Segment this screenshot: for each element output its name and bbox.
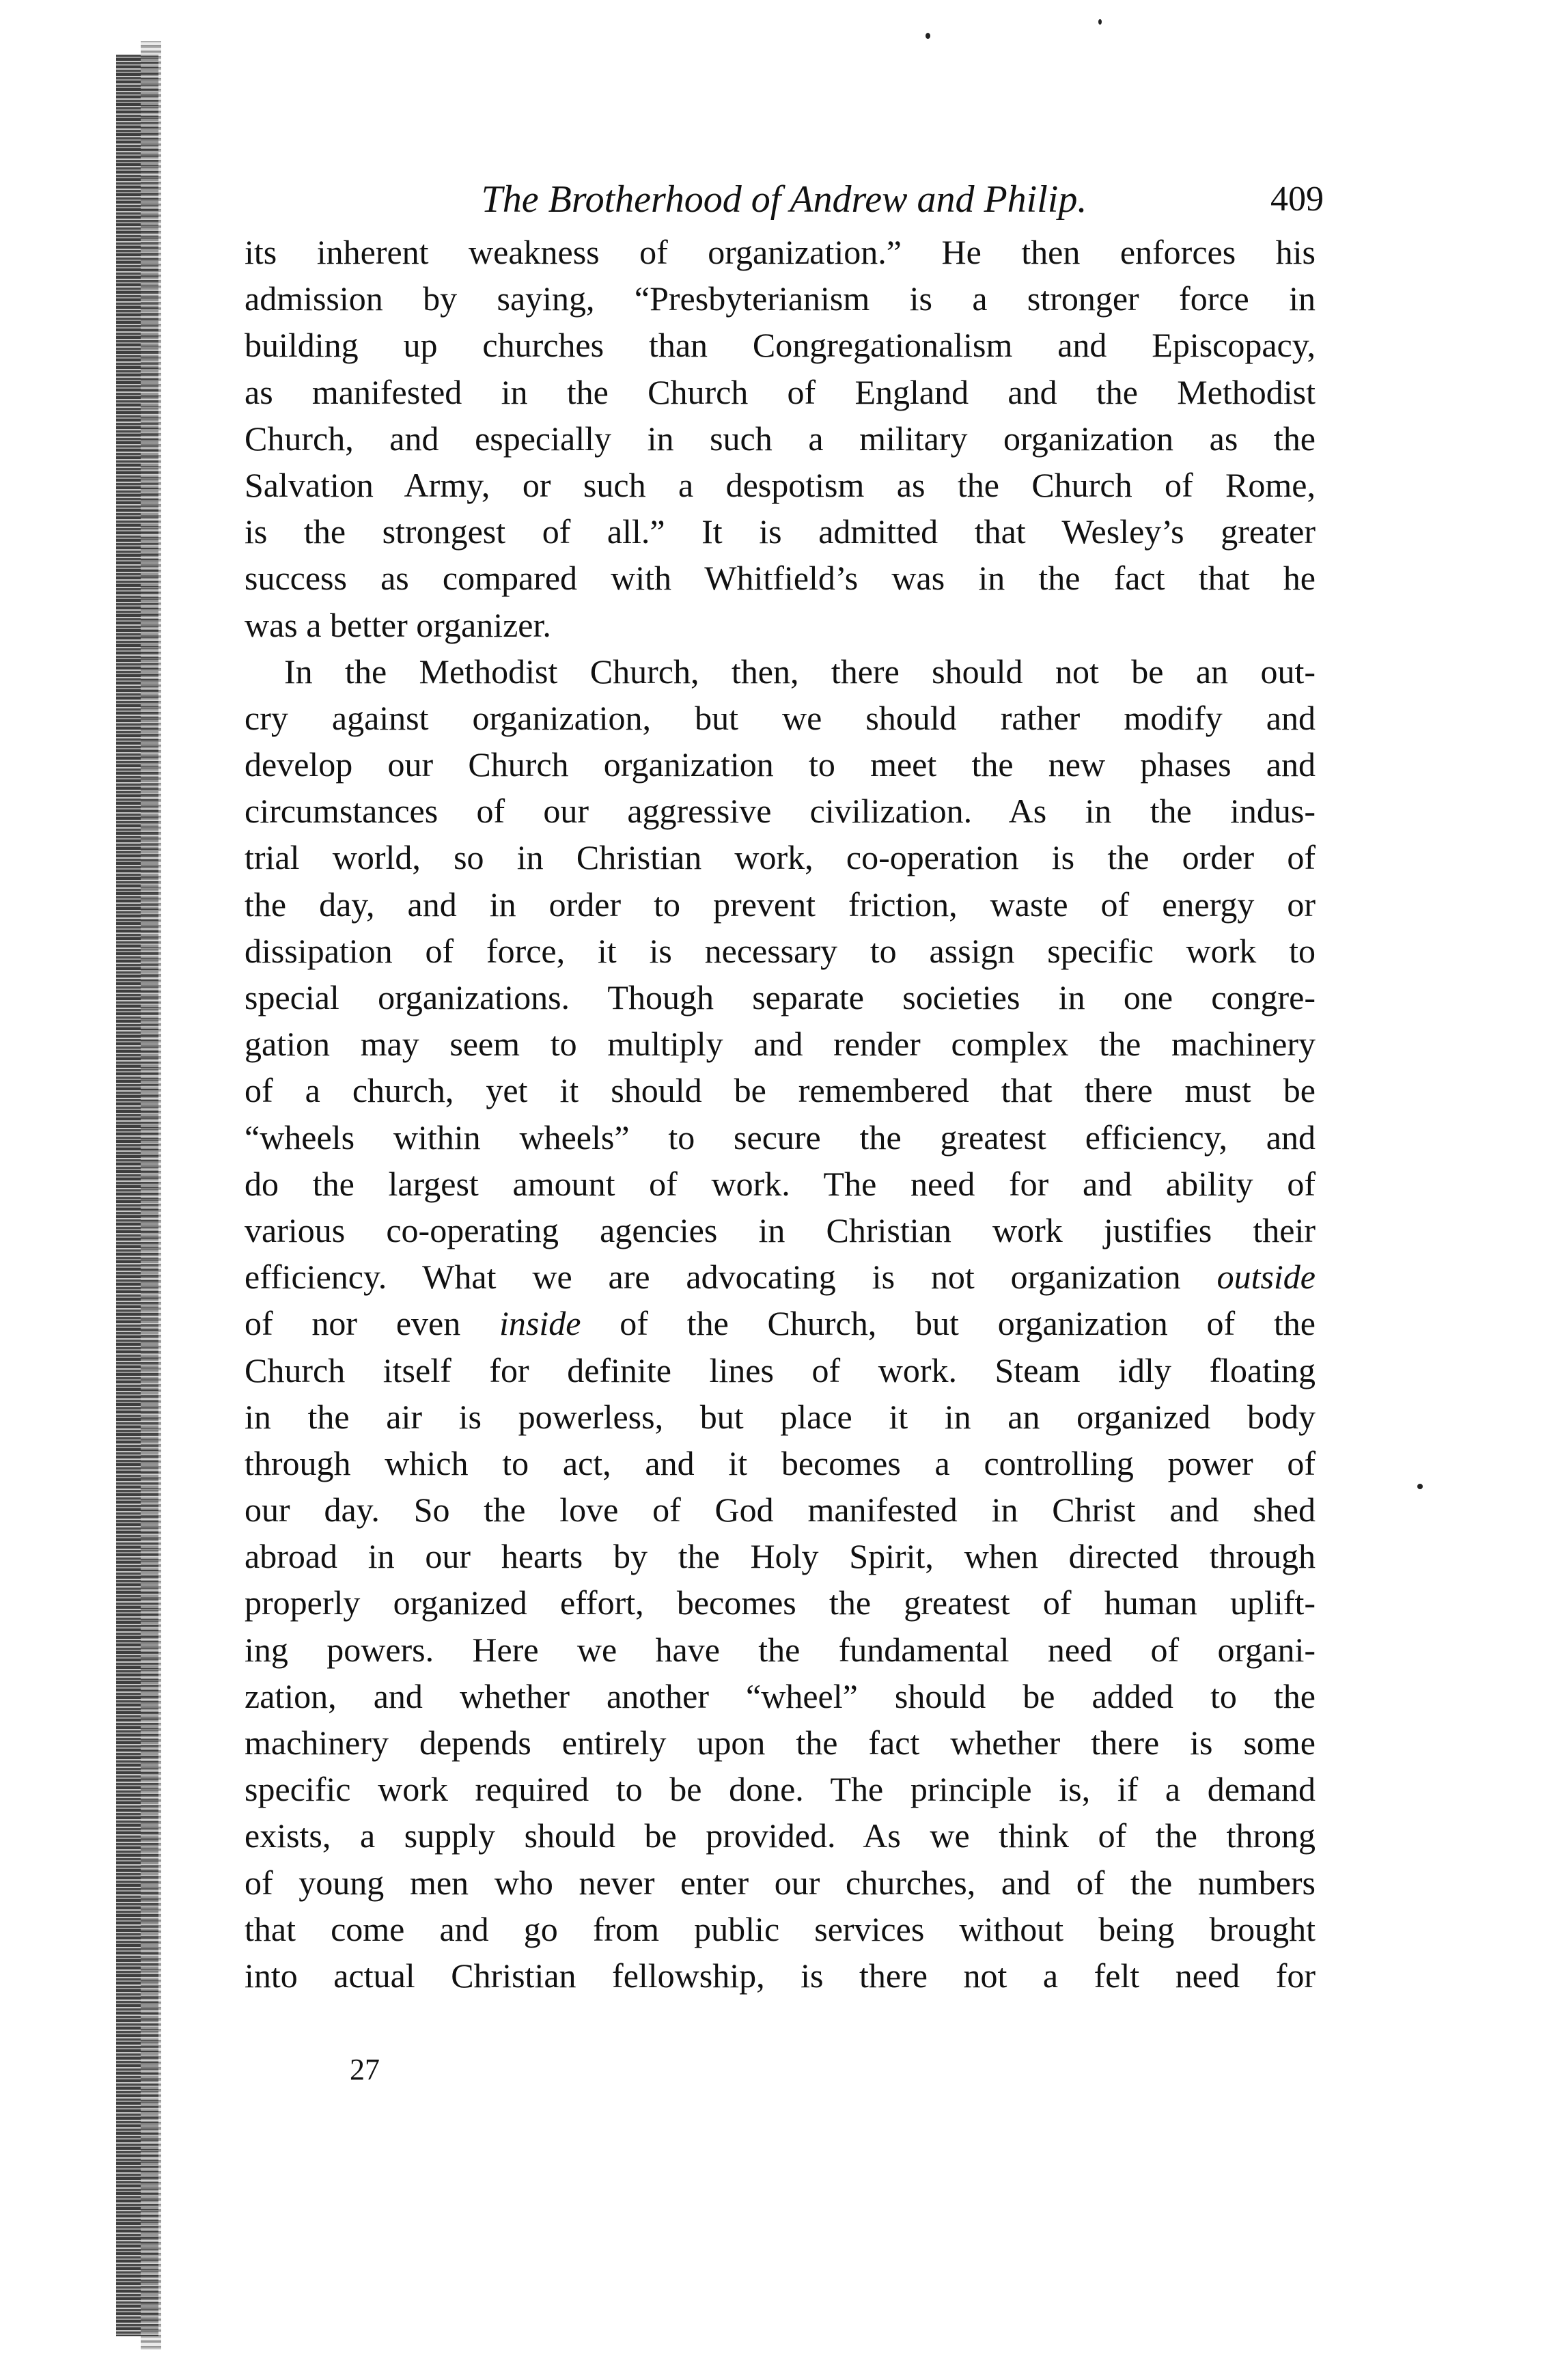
text-line: trial world, so in Christian work, co-operation is the order of [245, 838, 1316, 877]
text-line: circumstances of our aggressive civilization. As in the indus- [245, 792, 1316, 831]
text-line: of nor even inside of the Church, but organization of the [245, 1304, 1316, 1343]
text-line: zation, and whether another “wheel” should be added to the [245, 1676, 1316, 1715]
book-gutter-shadow [141, 41, 161, 2350]
text-line: dissipation of force, it is necessary to assign specific work to [245, 931, 1316, 970]
text-line: special organizations. Though separate societies in one congre- [245, 978, 1316, 1016]
text-line: that come and go from public services without being brought [245, 1909, 1316, 1948]
text-line: success as compared with Whitfield’s was in the fact that he [245, 559, 1316, 598]
text-line: efficiency. What we are advocating is not organization outside [245, 1258, 1316, 1297]
page-header [245, 172, 1324, 227]
text-line: Salvation Army, or such a despotism as the Church of Rome, [245, 465, 1316, 504]
text-line: gation may seem to multiply and render complex the machinery [245, 1025, 1316, 1064]
text-line: building up churches than Congregationalism and Episcopacy, [245, 326, 1316, 365]
text-line: various co-operating agencies in Christian work justifies their [245, 1210, 1316, 1249]
text-line: abroad in our hearts by the Holy Spirit, when directed through [245, 1537, 1316, 1576]
text-line: Church itself for definite lines of work. Steam idly floating [245, 1351, 1316, 1389]
text-line: exists, a supply should be provided. As we think of the throng [245, 1816, 1316, 1855]
text-line: cry against organization, but we should rather modify and [245, 698, 1316, 737]
running-title: The Brotherhood of Andrew and Philip. [481, 178, 1087, 221]
print-speck [1098, 19, 1102, 25]
text-line: ing powers. Here we have the fundamental need of organi- [245, 1630, 1316, 1669]
text-line: “wheels within wheels” to secure the greatest efficiency, and [245, 1118, 1316, 1157]
page-number: 409 [1270, 180, 1324, 219]
text-line: is the strongest of all.” It is admitted that Wesley’s greater [245, 512, 1316, 551]
text-line: as manifested in the Church of England and the Methodist [245, 372, 1316, 411]
text-line: of a church, yet it should be remembered that there must be [245, 1071, 1316, 1110]
text-line: develop our Church organization to meet the new phases and [245, 745, 1316, 784]
text-line: our day. So the love of God manifested in Christ and shed [245, 1491, 1316, 1530]
text-line: admission by saying, “Presbyterianism is a stronger force in [245, 279, 1316, 318]
body-text [245, 229, 1316, 1999]
text-line: Church, and especially in such a military organization as the [245, 419, 1316, 458]
text-line: the day, and in order to prevent friction, waste of energy or [245, 885, 1316, 924]
text-line: of young men who never enter our churches, and of the numbers [245, 1863, 1316, 1902]
text-line: into actual Christian fellowship, is there not a felt need for [245, 1956, 1316, 1995]
print-speck [1417, 1484, 1423, 1489]
text-line: specific work required to be done. The principle is, if a demand [245, 1770, 1316, 1809]
text-line: properly organized effort, becomes the greatest of human uplift- [245, 1583, 1316, 1622]
text-line: was a better organizer. [245, 605, 551, 644]
print-speck [926, 33, 930, 39]
text-line: do the largest amount of work. The need for and ability of [245, 1164, 1316, 1203]
text-line: its inherent weakness of organization.” He then enforces his [245, 233, 1316, 271]
text-line: through which to act, and it becomes a controlling power of [245, 1443, 1316, 1482]
text-line: machinery depends entirely upon the fact whether there is some [245, 1724, 1316, 1762]
text-line: in the air is powerless, but place it in an organized body [245, 1397, 1316, 1436]
printer-signature-mark: 27 [350, 2053, 380, 2086]
paragraph-start-line: In the Methodist Church, then, there should not be an out- [284, 652, 1316, 691]
